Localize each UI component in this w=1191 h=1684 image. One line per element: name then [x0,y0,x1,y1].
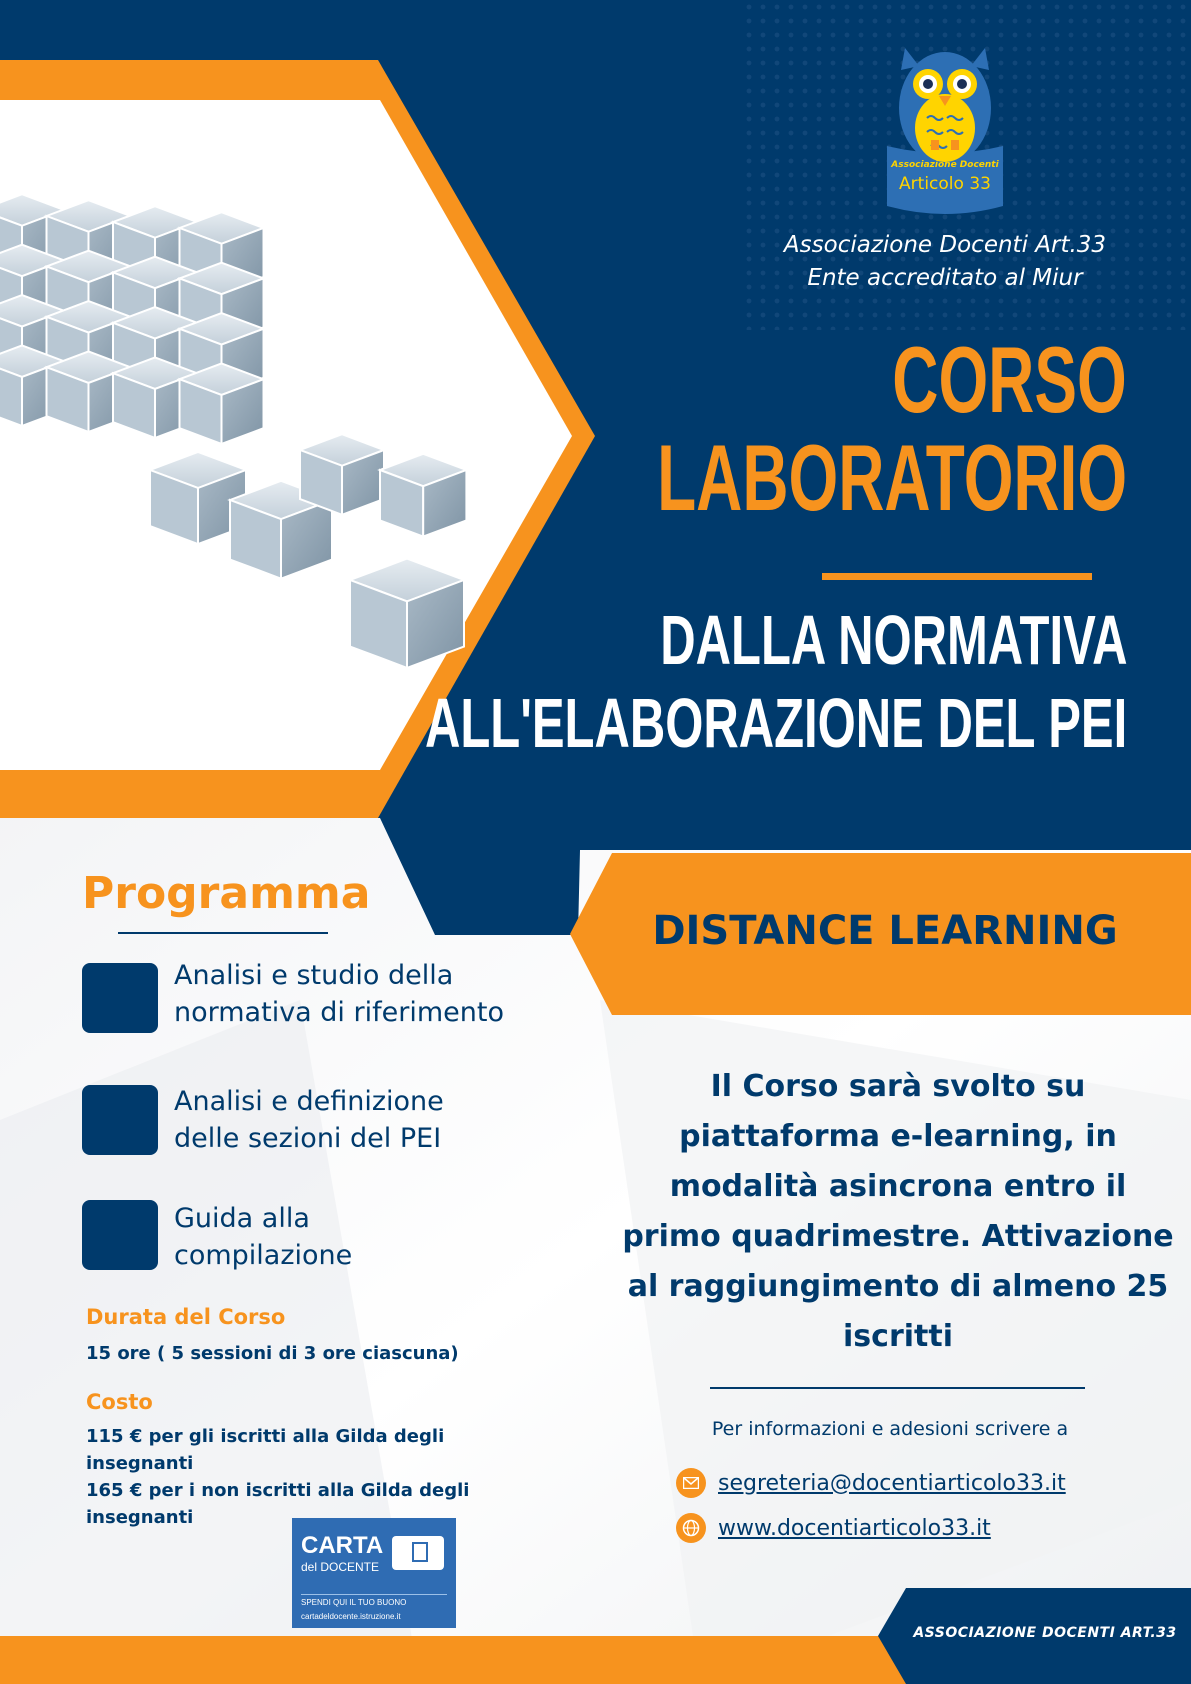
carta-subtitle: del DOCENTE [301,1560,380,1574]
bullet-square [82,1200,158,1270]
subtitle-normativa: DALLA NORMATIVA [659,601,1127,679]
carta-tag: SPENDI QUI IL TUO BUONO [301,1598,407,1607]
org-line-2: Ente accreditato al Miur [807,265,1083,291]
costo-label: Costo [86,1390,153,1414]
contact-intro: Per informazioni e adesioni scrivere a [711,1418,1069,1440]
programma-heading: Programma [82,868,371,919]
title-line-2-wrap [436,424,1127,530]
carta-docente-badge [292,1518,456,1628]
programma-item-text: Analisi e definizione delle sezioni del PEI [174,1086,444,1154]
bullet-square [82,963,158,1033]
info-divider [710,1387,1085,1389]
globe-icon [676,1513,706,1543]
website-row[interactable] [676,1512,991,1544]
programma-item-text: Guida alla compilazione [174,1203,353,1271]
title-line-1-wrap [782,326,1127,432]
email-row[interactable] [676,1467,1066,1499]
costo-line-2: 165 € per i non iscritti alla Gilda degli insegnanti [86,1480,470,1528]
subtitle-line-1-wrap [460,600,1128,680]
email-link[interactable]: segreteria@docentiarticolo33.it [718,1470,1066,1496]
org-line-1: Associazione Docenti Art.33 [783,232,1107,258]
bullet-square [82,1085,158,1155]
durata-value: 15 ore ( 5 sessioni di 3 ore ciascuna) [86,1343,459,1364]
title-divider [822,573,1092,580]
logo-small-text: Associazione Docenti [891,160,999,170]
logo-name-text: Articolo 33 [899,174,991,194]
durata-label: Durata del Corso [86,1305,286,1329]
costo-line-1: 115 € per gli iscritti alla Gilda degli insegnanti [86,1426,445,1474]
distance-learning-label: DISTANCE LEARNING [652,908,1118,954]
title-laboratorio: LABORATORIO [657,425,1127,530]
qr-icon [392,1536,444,1570]
course-description: Il Corso sarà svolto su piattaforma e-learning, in modalità asincrona entro il primo quadrimestre. Attivazione al raggiungimento di almeno 25 iscritti [622,1069,1174,1354]
carta-url: cartadeldocente.istruzione.it [301,1612,401,1621]
mail-icon [676,1468,706,1498]
programma-underline [118,932,328,934]
programma-item-text: Analisi e studio della normativa di riferimento [174,960,504,1028]
website-link[interactable]: www.docentiarticolo33.it [718,1515,991,1541]
footer-label: ASSOCIAZIONE DOCENTI ART.33 [913,1625,1177,1641]
subtitle-line-2-wrap [124,683,1127,763]
subtitle-pei: ALL'ELABORAZIONE DEL PEI [424,684,1127,762]
title-corso: CORSO [892,327,1127,432]
carta-title: CARTA [301,1532,384,1559]
